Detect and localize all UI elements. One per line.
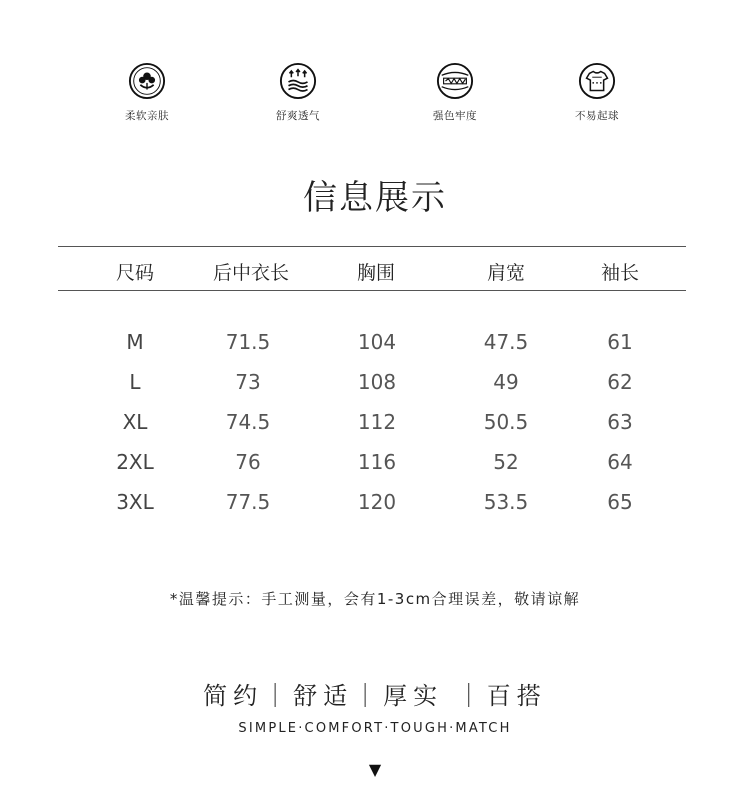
feature-label: 柔软亲肤	[125, 110, 169, 122]
table-row	[0, 370, 750, 394]
chest-cell: 116	[357, 450, 397, 474]
table-row	[0, 330, 750, 354]
shoulder-cell: 52	[493, 450, 519, 474]
table-row	[0, 410, 750, 434]
table-top-divider	[58, 246, 686, 247]
size-cell: M	[126, 330, 144, 354]
length-cell: 76	[235, 450, 261, 474]
table-row	[0, 490, 750, 514]
feature-label: 舒爽透气	[276, 110, 320, 122]
column-header-chest: 胸围	[356, 262, 396, 284]
length-cell: 73	[235, 370, 261, 394]
column-header-length: 后中衣长	[212, 262, 290, 284]
feature-soft	[102, 62, 192, 123]
feature-label: 不易起球	[575, 110, 619, 122]
column-header-sleeve: 袖长	[600, 262, 640, 284]
chest-cell: 120	[357, 490, 397, 514]
feature-icons-row	[0, 62, 750, 132]
page-title: 信息展示	[303, 178, 447, 218]
sleeve-cell: 65	[607, 490, 633, 514]
sleeve-cell: 61	[607, 330, 633, 354]
size-cell: XL	[122, 410, 148, 434]
sleeve-cell: 62	[607, 370, 633, 394]
size-cell: 3XL	[116, 490, 154, 514]
length-cell: 77.5	[225, 490, 271, 514]
sleeve-cell: 64	[607, 450, 633, 474]
cotton-icon	[128, 62, 166, 100]
feature-colorfast	[410, 62, 500, 123]
size-cell: L	[129, 370, 141, 394]
table-row	[0, 450, 750, 474]
slogan: 简约｜舒适｜厚实 ｜百搭	[203, 682, 547, 710]
anti-pilling-icon	[578, 62, 616, 100]
table-header-divider	[58, 290, 686, 291]
feature-anti-pilling	[552, 62, 642, 123]
chest-cell: 112	[357, 410, 397, 434]
shoulder-cell: 49	[493, 370, 519, 394]
chest-cell: 104	[357, 330, 397, 354]
column-header-size: 尺码	[115, 262, 155, 284]
slogan-english: SIMPLE·COMFORT·TOUGH·MATCH	[238, 721, 512, 736]
shoulder-cell: 53.5	[483, 490, 529, 514]
chest-cell: 108	[357, 370, 397, 394]
sleeve-cell: 63	[607, 410, 633, 434]
down-arrow-icon: ▼	[368, 760, 382, 779]
table-header	[0, 258, 750, 282]
column-header-shoulder: 肩宽	[486, 262, 526, 284]
shoulder-cell: 47.5	[483, 330, 529, 354]
measurement-note: *温馨提示：手工测量，会有1-3cm合理误差，敬请谅解	[169, 590, 581, 608]
length-cell: 71.5	[225, 330, 271, 354]
colorfast-icon	[436, 62, 474, 100]
size-cell: 2XL	[116, 450, 154, 474]
length-cell: 74.5	[225, 410, 271, 434]
feature-label: 强色牢度	[433, 110, 477, 122]
breathable-icon	[279, 62, 317, 100]
shoulder-cell: 50.5	[483, 410, 529, 434]
feature-breathable	[253, 62, 343, 123]
